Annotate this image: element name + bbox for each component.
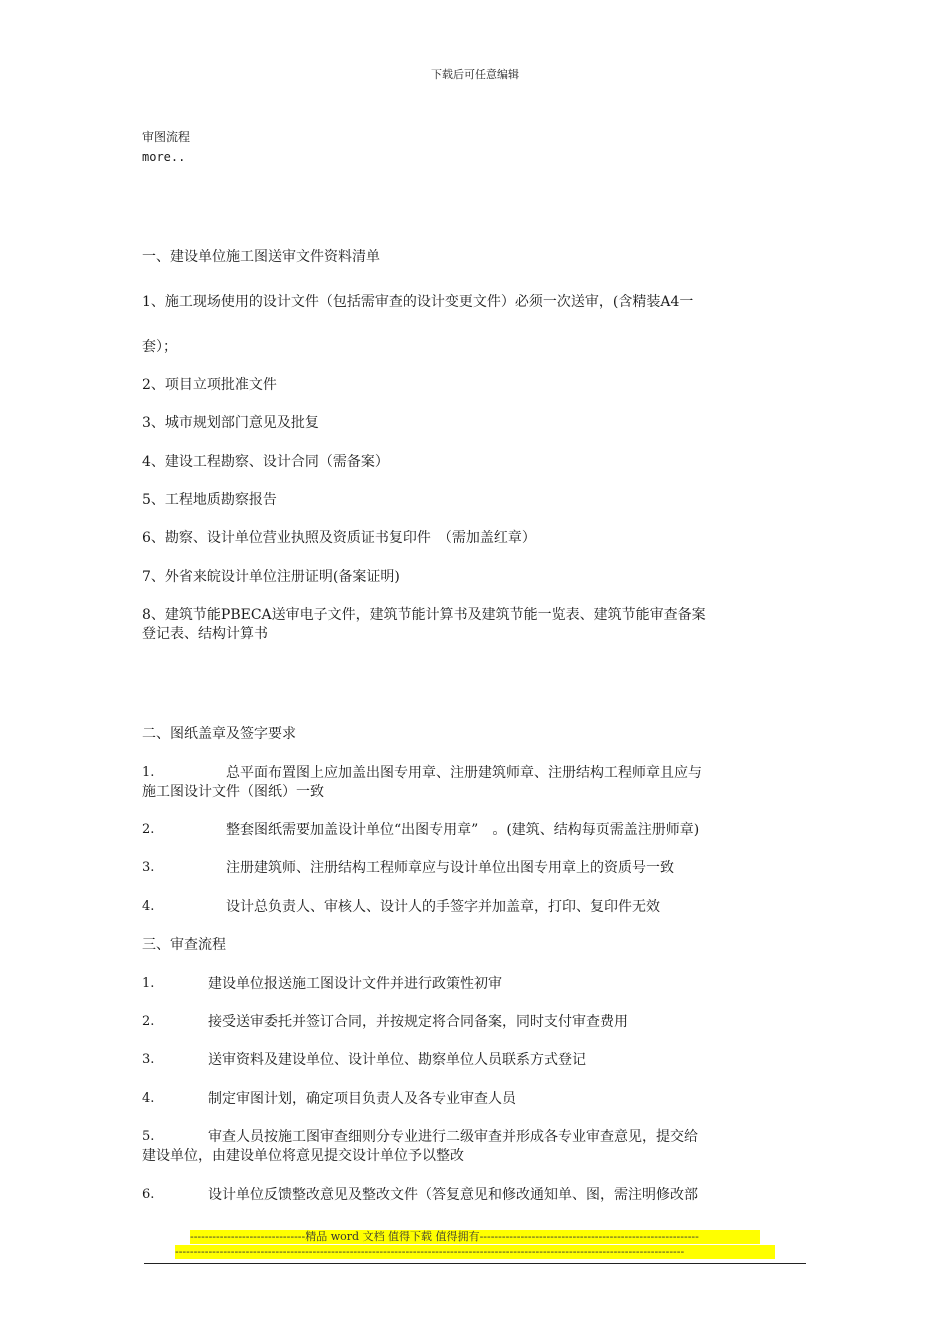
section2-item3-number: 3. bbox=[142, 860, 155, 875]
footer-dashes-right: ----------------------------------------------------------- bbox=[479, 1230, 699, 1243]
section3-item6-number: 6. bbox=[142, 1187, 155, 1202]
footer-banner-line2: ----------------------------------------------------------------------------------------------------------------------------------------- bbox=[175, 1245, 775, 1259]
section2-item3-line1: 注册建筑师、注册结构工程师章应与设计单位出图专用章上的资质号一致 bbox=[226, 860, 674, 876]
footer-rule bbox=[144, 1263, 806, 1264]
section1-item5: 5、工程地质勘察报告 bbox=[142, 492, 277, 508]
footer-banner-line1 bbox=[190, 1230, 760, 1244]
page-header-note: 下载后可任意编辑 bbox=[431, 68, 519, 81]
section1-item7: 7、外省来皖设计单位注册证明(备案证明) bbox=[142, 569, 400, 585]
doc-title: 审图流程 bbox=[142, 130, 191, 144]
section3-item3-number: 3. bbox=[142, 1052, 155, 1067]
section1-item8-line2: 登记表、结构计算书 bbox=[142, 626, 268, 642]
section1-item6: 6、勘察、设计单位营业执照及资质证书复印件 （需加盖红章） bbox=[142, 530, 536, 546]
section2-heading: 二、图纸盖章及签字要求 bbox=[142, 726, 296, 742]
section3-item5-line1: 审查人员按施工图审查细则分专业进行二级审查并形成各专业审查意见，提交给 bbox=[208, 1129, 698, 1145]
section2-item1-number: 1. bbox=[142, 765, 155, 780]
section3-item4-line1: 制定审图计划，确定项目负责人及各专业审查人员 bbox=[208, 1091, 516, 1107]
section2-item2-line1: 整套图纸需要加盖设计单位“出图专用章” 。(建筑、结构每页需盖注册师章) bbox=[226, 822, 700, 838]
section3-item1-line1: 建设单位报送施工图设计文件并进行政策性初审 bbox=[208, 976, 502, 992]
section3-item1-number: 1. bbox=[142, 976, 155, 991]
section1-item4: 4、建设工程勘察、设计合同（需备案） bbox=[142, 454, 389, 470]
section1-heading: 一、建设单位施工图送审文件资料清单 bbox=[142, 249, 380, 265]
section3-item5-number: 5. bbox=[142, 1129, 155, 1144]
section2-item4-number: 4. bbox=[142, 899, 155, 914]
section3-item6-line1: 设计单位反馈整改意见及整改文件（答复意见和修改通知单、图，需注明修改部 bbox=[208, 1187, 698, 1203]
section3-heading: 三、审查流程 bbox=[142, 937, 226, 953]
section2-item1-line2: 施工图设计文件（图纸）一致 bbox=[142, 784, 324, 800]
section2-item2-number: 2. bbox=[142, 822, 155, 837]
footer-banner-text: 精品 word 文档 值得下载 值得拥有 bbox=[305, 1230, 480, 1243]
section3-item2-line1: 接受送审委托并签订合同，并按规定将合同备案，同时支付审查费用 bbox=[208, 1014, 628, 1030]
section1-item3: 3、城市规划部门意见及批复 bbox=[142, 415, 319, 431]
section1-item2: 2、项目立项批准文件 bbox=[142, 377, 277, 393]
footer-dashes-left: ------------------------------- bbox=[190, 1230, 306, 1243]
section3-item2-number: 2. bbox=[142, 1014, 155, 1029]
section1-item1-line1: 1、施工现场使用的设计文件（包括需审查的设计变更文件）必须一次送审，(含精装A4一 bbox=[142, 294, 694, 310]
section3-item3-line1: 送审资料及建设单位、设计单位、勘察单位人员联系方式登记 bbox=[208, 1052, 586, 1068]
section1-item8-line1: 8、建筑节能PBECA送审电子文件，建筑节能计算书及建筑节能一览表、建筑节能审查备案 bbox=[142, 607, 706, 623]
section2-item1-line1: 总平面布置图上应加盖出图专用章、注册建筑师章、注册结构工程师章且应与 bbox=[226, 765, 702, 781]
section1-item1-line2: 套）； bbox=[142, 339, 177, 355]
section3-item5-line2: 建设单位，由建设单位将意见提交设计单位予以整改 bbox=[142, 1148, 464, 1164]
section2-item4-line1: 设计总负责人、审核人、设计人的手签字并加盖章，打印、复印件无效 bbox=[226, 899, 660, 915]
more-link[interactable]: more.. bbox=[142, 150, 186, 164]
section3-item4-number: 4. bbox=[142, 1091, 155, 1106]
